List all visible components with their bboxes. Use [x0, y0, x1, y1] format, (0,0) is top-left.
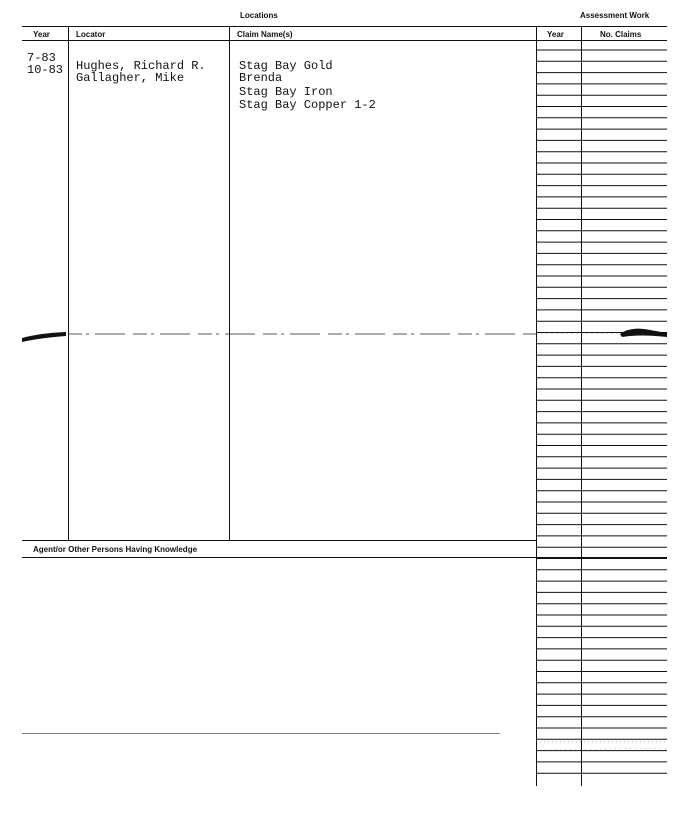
- locator-entry-2: Gallagher, Mike: [76, 71, 185, 85]
- claim-names-column-header: Claim Name(s): [237, 30, 293, 39]
- agent-section-label: Agent/or Other Persons Having Knowledge: [33, 545, 198, 554]
- no-claims-column-header: No. Claims: [600, 30, 642, 39]
- claim-entry-2: Brenda: [239, 71, 283, 85]
- claim-entry-4: Stag Bay Copper 1-2: [239, 98, 376, 112]
- locations-header: Locations: [240, 11, 278, 20]
- year-entry-2: 10-83: [27, 63, 64, 77]
- year-entry-1: 7-83: [27, 51, 56, 65]
- claim-entry-1: Stag Bay Gold: [239, 59, 333, 73]
- assessment-work-header: Assessment Work: [580, 11, 650, 20]
- year-column-header: Year: [33, 30, 50, 39]
- ink-mark-right: [620, 329, 667, 337]
- speckle-band-2: [540, 748, 667, 750]
- locator-entry-1: Hughes, Richard R.: [76, 59, 206, 73]
- locator-column-header: Locator: [76, 30, 106, 39]
- assessment-year-column-header: Year: [547, 30, 564, 39]
- claim-entry-3: Stag Bay Iron: [239, 85, 333, 99]
- ink-mark-left: [22, 332, 66, 342]
